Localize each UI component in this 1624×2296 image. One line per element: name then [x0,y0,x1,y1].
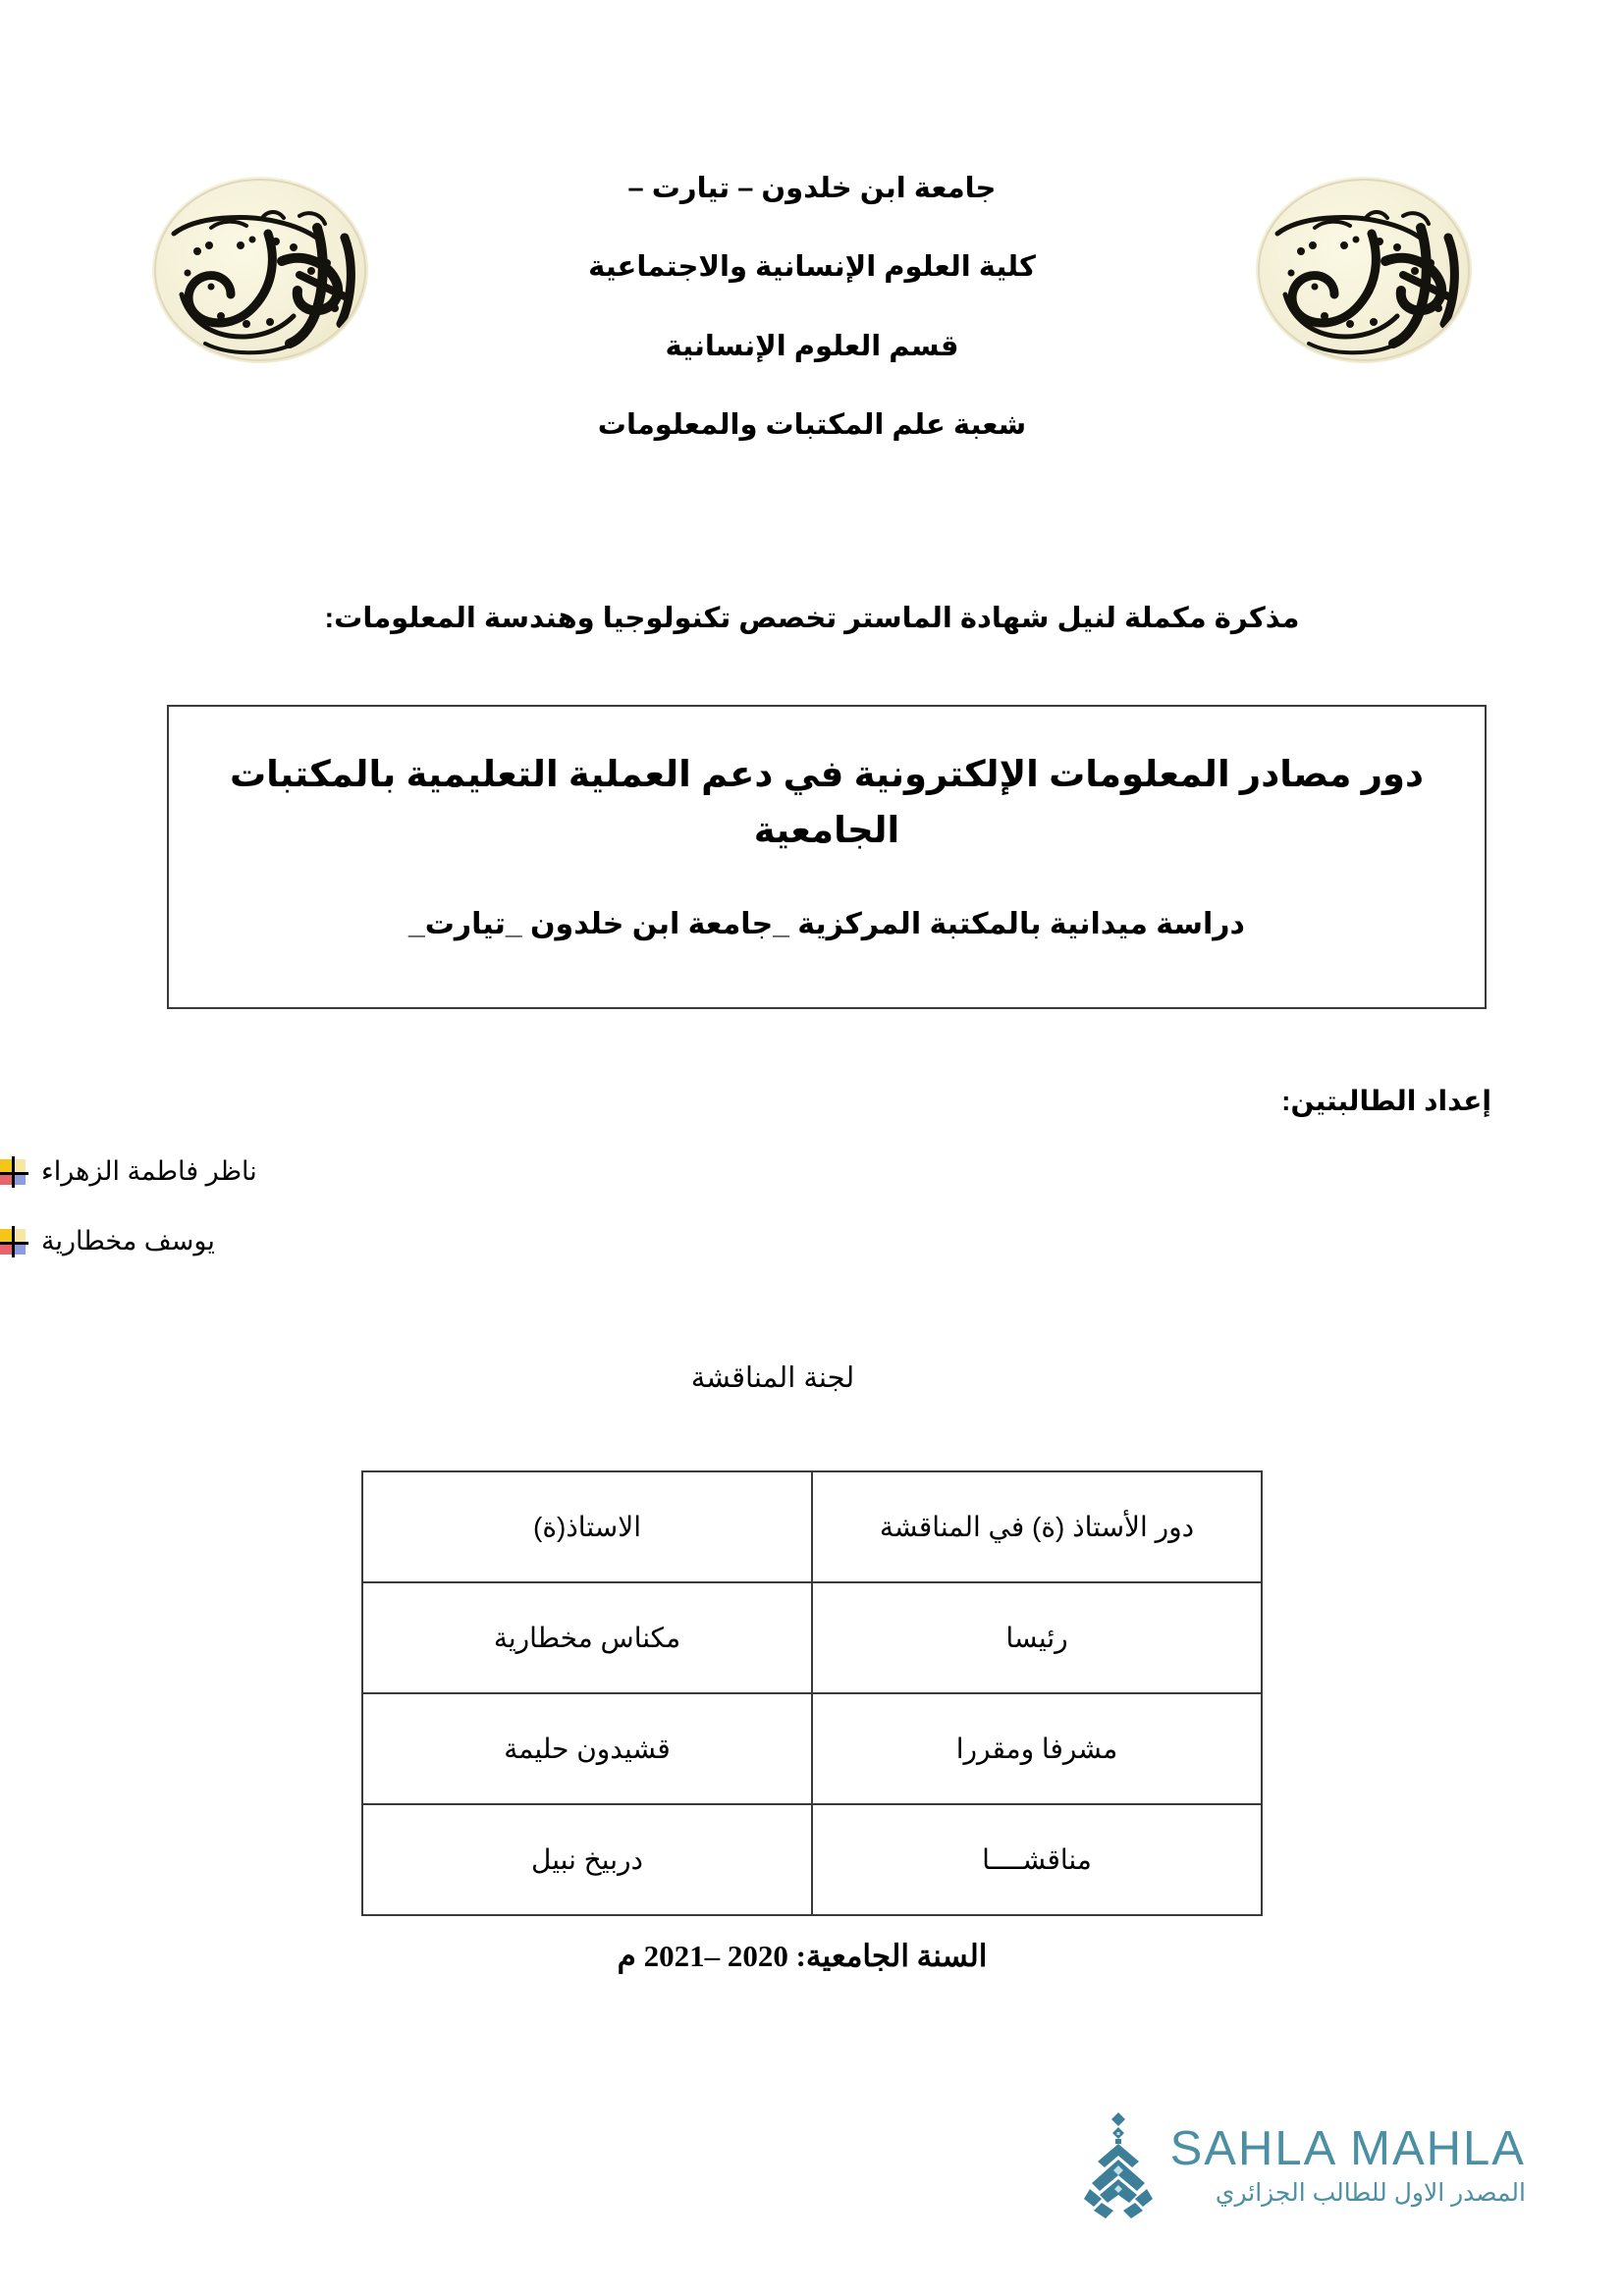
cell-professor: دربيخ نبيل [362,1804,812,1915]
column-header-professor: الاستاذ(ة) [362,1471,812,1582]
branch-name: شعبة علم المكتبات والمعلومات [597,408,1027,441]
bullet-marker-icon [0,1229,26,1255]
faculty-name: كلية العلوم الإنسانية والاجتماعية [588,251,1036,284]
table-header-row [362,1471,1262,1582]
thesis-title-box [167,705,1487,1009]
brand-tagline: المصدر الاول للطالب الجزائري [1215,2179,1526,2207]
author-name: يوسف مخطارية [41,1226,215,1255]
author-item [0,1226,1491,1256]
thesis-subtitle: دراسة ميدانية بالمكتبة المركزية _جامعة ابن خلدون _تيارت_ [408,907,1245,940]
authors-label: إعداد الطالبتين: [1281,1086,1491,1116]
cell-professor: مكناس مخطارية [362,1582,812,1693]
berber-ornament-icon [1080,2110,1157,2220]
university-name: جامعة ابن خلدون – تيارت – [627,173,997,204]
cell-professor: قشيدون حليمة [362,1693,812,1804]
cell-role: مشرفا ومقررا [812,1693,1262,1804]
header-zone [0,167,1624,560]
column-header-role: دور الأستاذ (ة) في المناقشة [812,1471,1262,1582]
bullet-marker-icon [0,1159,26,1185]
cell-role: مناقشــــا [812,1804,1262,1915]
academic-year: السنة الجامعية: 2020 –2021 م [617,1939,988,1973]
brand-name: SAHLA MAHLA [1169,2122,1526,2175]
table-row [362,1582,1262,1693]
jury-table [361,1470,1263,1916]
brand-text-block [1169,2122,1526,2207]
cell-role: رئيسا [812,1582,1262,1693]
author-name: ناظر فاطمة الزهراء [41,1156,257,1186]
degree-statement: مذكرة مكملة لنيل شهادة الماستر تخصص تكنولوجيا وهندسة المعلومات: [324,603,1300,634]
table-row [362,1804,1262,1915]
authors-section [0,1085,1491,1256]
author-item [0,1156,1491,1187]
committee-label: لجنة المناقشة [690,1362,855,1394]
header-text-block [0,167,1624,443]
department-name: قسم العلوم الإنسانية [665,330,959,362]
brand-footer [1080,2110,1526,2220]
thesis-title: دور مصادر المعلومات الإلكترونية في دعم العملية التعليمية بالمكتبات الجامعية [229,754,1425,851]
table-row [362,1693,1262,1804]
